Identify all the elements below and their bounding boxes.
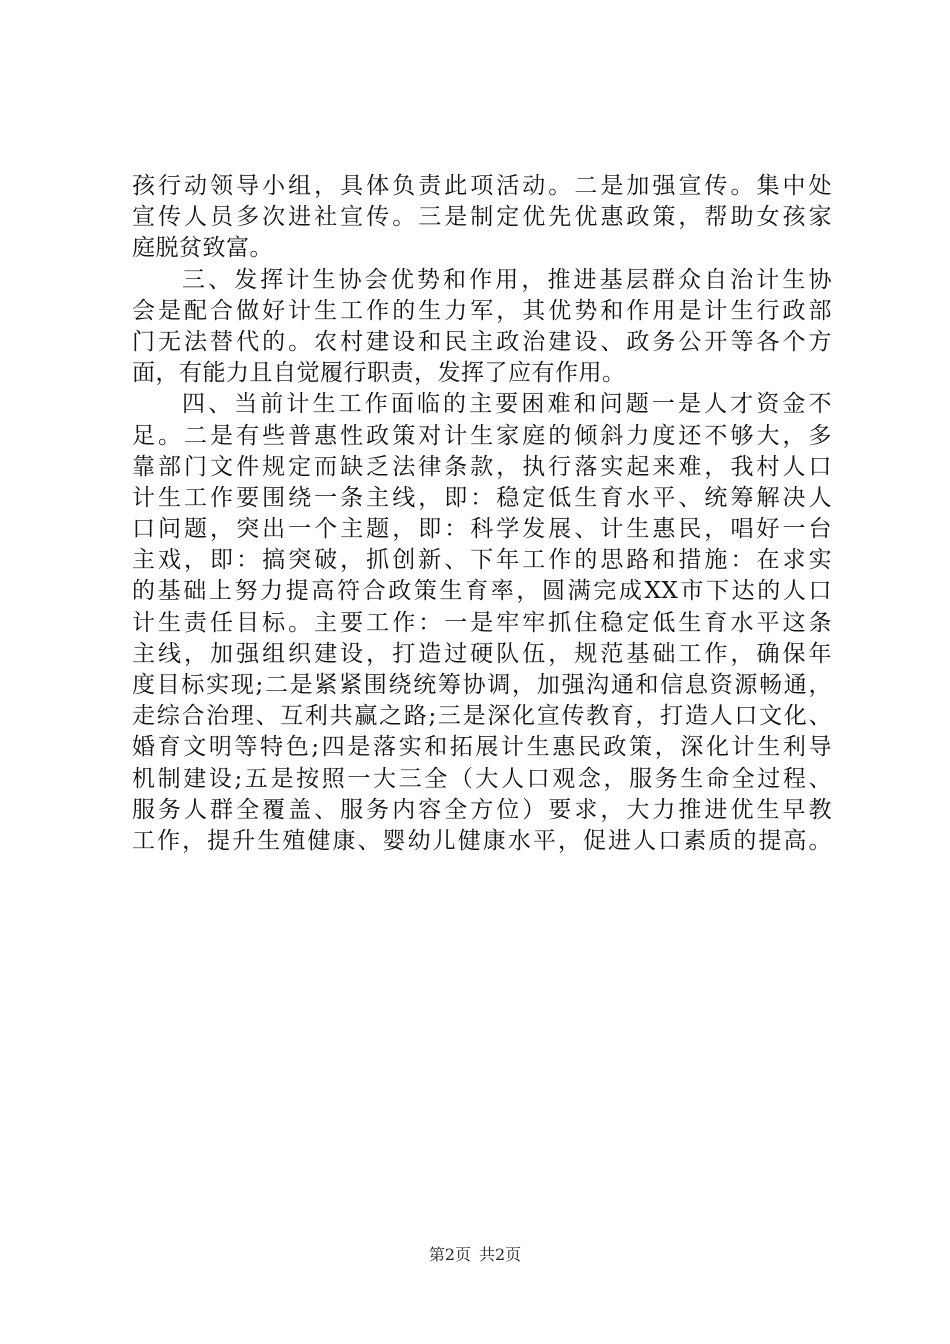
text-line: 计生工作要围绕一条主线，即：稳定低生育水平、统筹解决人 (132, 484, 832, 511)
text-line: 主线，加强组织建设，打造过硬队伍，规范基础工作，确保年 (132, 640, 832, 667)
paragraph-start-line: 四、当前计生工作面临的主要困难和问题一是人才资金不 (182, 391, 832, 418)
text-line: 计生责任目标。主要工作：一是牢牢抓住稳定低生育水平这条 (132, 609, 832, 636)
text-line: 主戏，即：搞突破，抓创新、下年工作的思路和措施：在求实 (132, 547, 832, 574)
text-line: 的基础上努力提高符合政策生育率，圆满完成XX市下达的人口 (132, 578, 832, 605)
text-line: 度目标实现;二是紧紧围绕统筹协调，加强沟通和信息资源畅通， (132, 672, 832, 698)
paragraph-start-line: 三、发挥计生协会优势和作用，推进基层群众自治计生协 (182, 266, 832, 293)
text-line: 会是配合做好计生工作的生力军，其优势和作用是计生行政部 (132, 297, 832, 324)
body-text (132, 171, 832, 857)
page-total: 共2页 (479, 1245, 522, 1264)
page-footer (0, 1245, 950, 1265)
text-line: 婚育文明等特色;四是落实和拓展计生惠民政策，深化计生利导 (132, 734, 832, 761)
text-line: 服务人群全覆盖、服务内容全方位）要求，大力推进优生早教 (132, 796, 832, 823)
text-line: 走综合治理、互利共赢之路;三是深化宣传教育，打造人口文化、 (132, 703, 832, 730)
text-line: 口问题，突出一个主题，即：科学发展、计生惠民，唱好一台 (132, 516, 832, 543)
text-line: 庭脱贫致富。 (132, 235, 273, 262)
text-line: 宣传人员多次进社宣传。三是制定优先优惠政策，帮助女孩家 (132, 204, 832, 231)
text-line: 工作，提升生殖健康、婴幼儿健康水平，促进人口素质的提高。 (132, 827, 832, 854)
text-line: 门无法替代的。农村建设和民主政治建设、政务公开等各个方 (132, 328, 832, 355)
text-line: 机制建设;五是按照一大三全（大人口观念，服务生命全过程、 (132, 765, 832, 792)
text-line: 孩行动领导小组，具体负责此项活动。二是加强宣传。集中处 (132, 173, 832, 199)
text-line: 足。二是有些普惠性政策对计生家庭的倾斜力度还不够大，多 (132, 422, 832, 449)
text-line: 面，有能力且自觉履行职责，发挥了应有作用。 (132, 360, 626, 387)
text-line: 靠部门文件规定而缺乏法律条款，执行落实起来难，我村人口 (132, 453, 832, 480)
page-number: 第2页 (428, 1245, 471, 1264)
